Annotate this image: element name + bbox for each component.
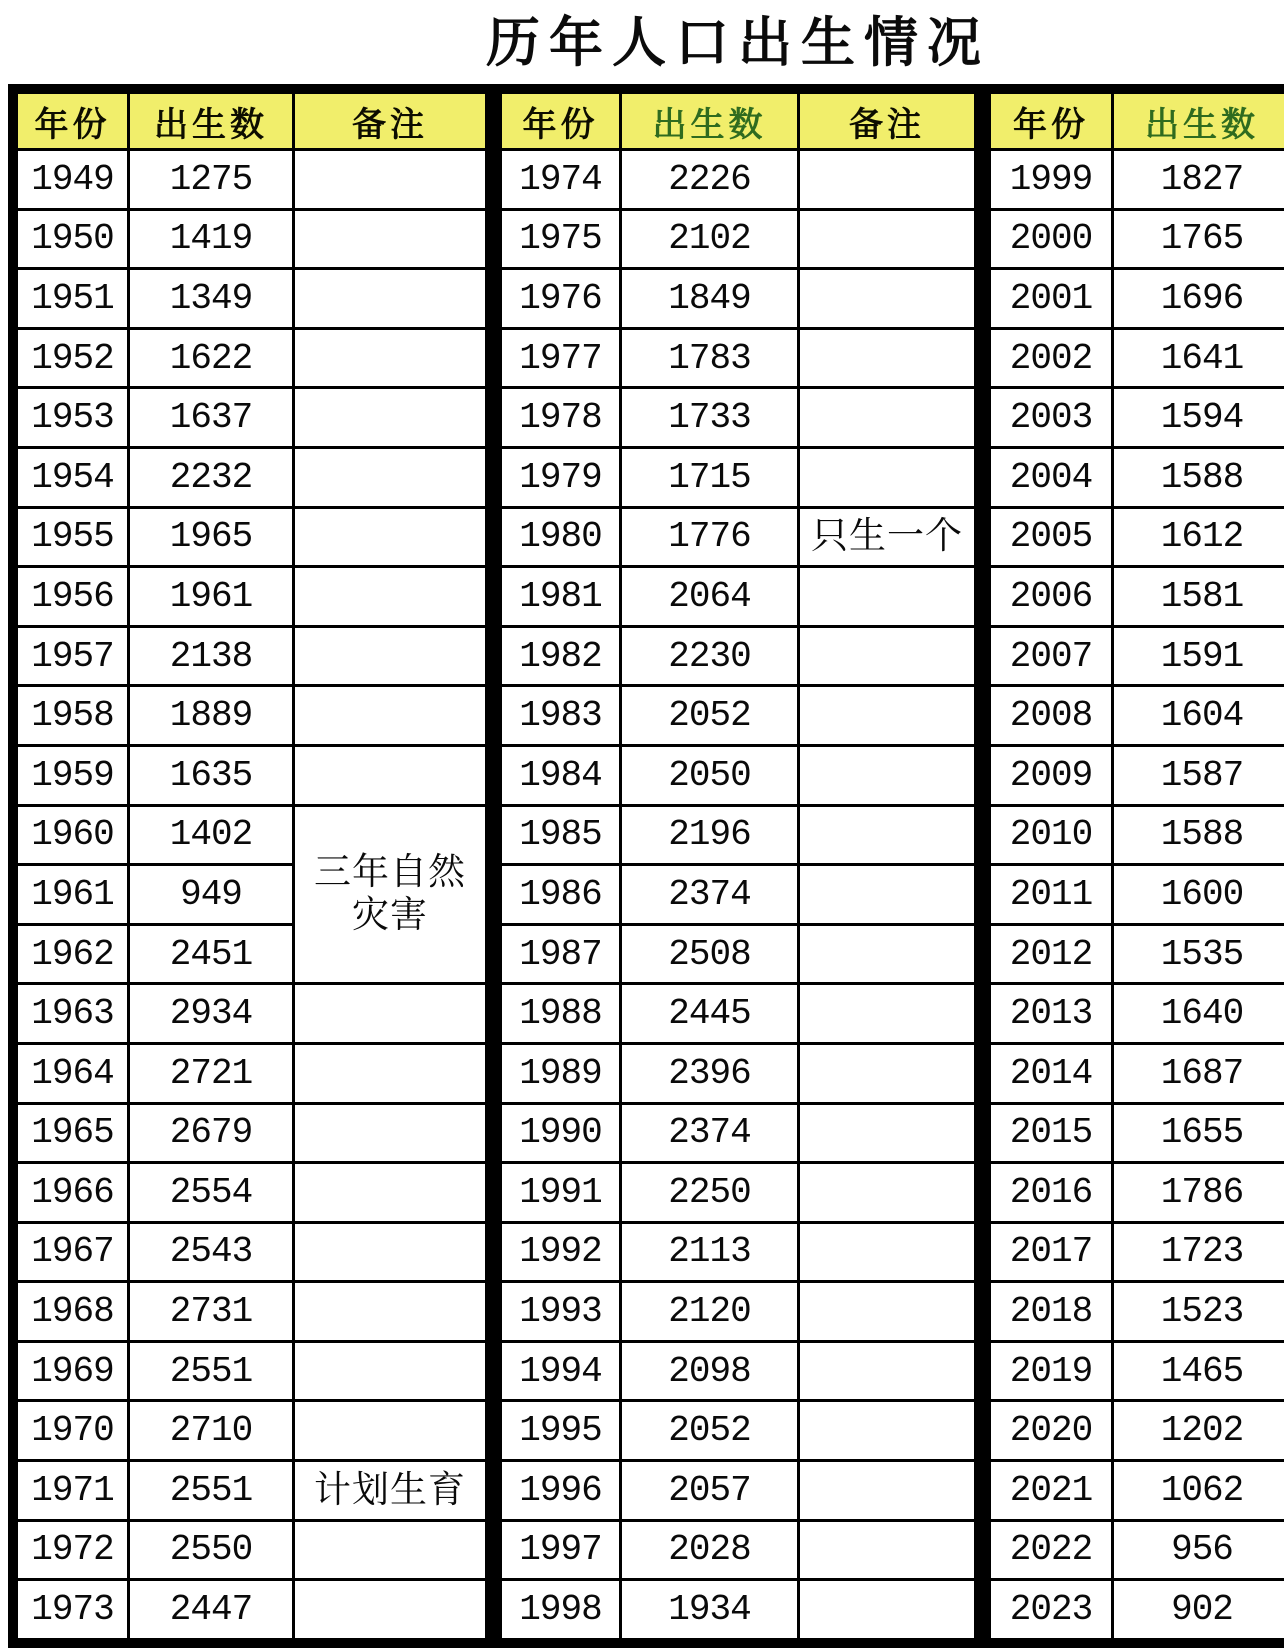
births-cell: 1523 xyxy=(1113,1282,1284,1342)
births-cell: 1275 xyxy=(129,150,294,210)
births-cell: 2102 xyxy=(621,209,799,269)
table-row xyxy=(501,1282,976,1342)
note-cell-empty xyxy=(799,1401,976,1461)
note-cell-empty xyxy=(799,1520,976,1580)
table-row xyxy=(990,924,1284,984)
table-row xyxy=(990,1401,1284,1461)
note-cell-empty xyxy=(294,209,487,269)
note-cell-empty xyxy=(799,1222,976,1282)
note-cell-empty xyxy=(799,1103,976,1163)
table-row xyxy=(17,1043,487,1103)
year-cell: 1999 xyxy=(990,150,1113,210)
table-row xyxy=(990,745,1284,805)
table-row xyxy=(990,805,1284,865)
table-row xyxy=(17,567,487,627)
year-cell: 1959 xyxy=(17,745,129,805)
births-cell: 1635 xyxy=(129,745,294,805)
births-cell: 2050 xyxy=(621,745,799,805)
births-cell: 1591 xyxy=(1113,626,1284,686)
table-row xyxy=(990,567,1284,627)
year-cell: 1958 xyxy=(17,686,129,746)
births-cell: 949 xyxy=(129,865,294,925)
table-row xyxy=(17,1401,487,1461)
table-row xyxy=(501,984,976,1044)
year-cell: 2002 xyxy=(990,328,1113,388)
births-cell: 2230 xyxy=(621,626,799,686)
table-row xyxy=(501,328,976,388)
births-cell: 1827 xyxy=(1113,150,1284,210)
table-row xyxy=(990,1222,1284,1282)
year-cell: 1993 xyxy=(501,1282,621,1342)
births-cell: 1786 xyxy=(1113,1163,1284,1223)
table-row xyxy=(17,626,487,686)
header-note: 备注 xyxy=(294,93,487,150)
table-row xyxy=(501,209,976,269)
header-births: 出生数 xyxy=(621,93,799,150)
births-cell: 902 xyxy=(1113,1580,1284,1640)
births-cell: 1934 xyxy=(621,1580,799,1640)
births-cell: 2551 xyxy=(129,1461,294,1521)
table-row xyxy=(990,984,1284,1044)
note-cell-empty xyxy=(799,1580,976,1640)
note-cell-empty xyxy=(799,745,976,805)
births-cell: 2934 xyxy=(129,984,294,1044)
table-group-1949-1973 xyxy=(15,91,488,1641)
table-row xyxy=(17,269,487,329)
table-row xyxy=(501,1461,976,1521)
births-cell: 2679 xyxy=(129,1103,294,1163)
note-cell-empty xyxy=(799,686,976,746)
births-cell: 1641 xyxy=(1113,328,1284,388)
table-row xyxy=(17,1461,487,1521)
year-cell: 1982 xyxy=(501,626,621,686)
births-cell: 1622 xyxy=(129,328,294,388)
births-cell: 1581 xyxy=(1113,567,1284,627)
note-cell-empty xyxy=(294,1341,487,1401)
year-cell: 1991 xyxy=(501,1163,621,1223)
year-cell: 2015 xyxy=(990,1103,1113,1163)
table-row xyxy=(501,447,976,507)
year-cell: 1994 xyxy=(501,1341,621,1401)
year-cell: 1962 xyxy=(17,924,129,984)
births-cell: 1588 xyxy=(1113,805,1284,865)
table-row xyxy=(990,1043,1284,1103)
births-cell: 1588 xyxy=(1113,447,1284,507)
births-cell: 1594 xyxy=(1113,388,1284,448)
year-cell: 1963 xyxy=(17,984,129,1044)
year-cell: 1981 xyxy=(501,567,621,627)
births-cell: 2451 xyxy=(129,924,294,984)
births-cell: 2064 xyxy=(621,567,799,627)
table-row xyxy=(17,1580,487,1640)
births-cell: 956 xyxy=(1113,1520,1284,1580)
year-cell: 2004 xyxy=(990,447,1113,507)
note-cell-empty xyxy=(799,865,976,925)
year-cell: 1974 xyxy=(501,150,621,210)
births-cell: 2374 xyxy=(621,865,799,925)
note-cell-empty xyxy=(294,447,487,507)
table-row xyxy=(990,328,1284,388)
births-cell: 1587 xyxy=(1113,745,1284,805)
year-cell: 1956 xyxy=(17,567,129,627)
year-cell: 1973 xyxy=(17,1580,129,1640)
births-cell: 1202 xyxy=(1113,1401,1284,1461)
births-cell: 2232 xyxy=(129,447,294,507)
table-row xyxy=(17,150,487,210)
year-cell: 1996 xyxy=(501,1461,621,1521)
note-cell-empty xyxy=(799,1282,976,1342)
births-cell: 1849 xyxy=(621,269,799,329)
table-row xyxy=(990,865,1284,925)
year-cell: 2018 xyxy=(990,1282,1113,1342)
table-row xyxy=(990,1461,1284,1521)
births-cell: 1965 xyxy=(129,507,294,567)
births-cell: 1465 xyxy=(1113,1341,1284,1401)
table-row xyxy=(501,924,976,984)
table-row xyxy=(17,1103,487,1163)
year-cell: 2020 xyxy=(990,1401,1113,1461)
births-cell: 1889 xyxy=(129,686,294,746)
year-cell: 1978 xyxy=(501,388,621,448)
table-row xyxy=(501,1520,976,1580)
note-cell-empty xyxy=(294,328,487,388)
year-cell: 1995 xyxy=(501,1401,621,1461)
births-cell: 1419 xyxy=(129,209,294,269)
table-row xyxy=(501,1341,976,1401)
year-cell: 1977 xyxy=(501,328,621,388)
table-row xyxy=(17,209,487,269)
note-cell-empty xyxy=(294,1580,487,1640)
note-cell-empty xyxy=(799,1043,976,1103)
year-cell: 1957 xyxy=(17,626,129,686)
year-cell: 2011 xyxy=(990,865,1113,925)
year-cell: 2005 xyxy=(990,507,1113,567)
births-cell: 1783 xyxy=(621,328,799,388)
year-cell: 1986 xyxy=(501,865,621,925)
year-cell: 2016 xyxy=(990,1163,1113,1223)
table-row xyxy=(17,686,487,746)
year-cell: 1951 xyxy=(17,269,129,329)
table-row xyxy=(501,1401,976,1461)
year-cell: 2019 xyxy=(990,1341,1113,1401)
births-cell: 1655 xyxy=(1113,1103,1284,1163)
year-cell: 2008 xyxy=(990,686,1113,746)
year-cell: 1987 xyxy=(501,924,621,984)
births-cell: 2550 xyxy=(129,1520,294,1580)
births-cell: 2113 xyxy=(621,1222,799,1282)
year-cell: 1953 xyxy=(17,388,129,448)
note-cell-empty xyxy=(799,269,976,329)
births-cell: 1402 xyxy=(129,805,294,865)
table-row xyxy=(501,1163,976,1223)
year-cell: 1968 xyxy=(17,1282,129,1342)
year-cell: 2021 xyxy=(990,1461,1113,1521)
table-row xyxy=(501,1222,976,1282)
note-cell-empty xyxy=(294,567,487,627)
note-cell-empty xyxy=(294,1401,487,1461)
table-row xyxy=(990,1282,1284,1342)
table-row xyxy=(17,328,487,388)
births-cell: 2098 xyxy=(621,1341,799,1401)
note-cell-empty xyxy=(799,447,976,507)
note-cell: 三年自然灾害 xyxy=(294,805,487,984)
year-cell: 1990 xyxy=(501,1103,621,1163)
table-group-1974-1998 xyxy=(499,91,977,1641)
year-cell: 1979 xyxy=(501,447,621,507)
table-row xyxy=(501,1043,976,1103)
table-row xyxy=(501,1103,976,1163)
table-row xyxy=(501,269,976,329)
table-row xyxy=(17,1163,487,1223)
births-cell: 1062 xyxy=(1113,1461,1284,1521)
births-cell: 2396 xyxy=(621,1043,799,1103)
note-cell-empty xyxy=(294,388,487,448)
header-row xyxy=(17,93,487,150)
births-cell: 1600 xyxy=(1113,865,1284,925)
year-cell: 1988 xyxy=(501,984,621,1044)
table-row xyxy=(990,686,1284,746)
year-cell: 1985 xyxy=(501,805,621,865)
table-row xyxy=(501,1580,976,1640)
note-cell-empty xyxy=(294,507,487,567)
year-cell: 2006 xyxy=(990,567,1113,627)
table-row xyxy=(990,1103,1284,1163)
table-row xyxy=(17,1282,487,1342)
year-cell: 2003 xyxy=(990,388,1113,448)
year-cell: 1984 xyxy=(501,745,621,805)
births-cell: 2551 xyxy=(129,1341,294,1401)
births-cell: 2543 xyxy=(129,1222,294,1282)
header-year: 年份 xyxy=(990,93,1113,150)
year-cell: 2000 xyxy=(990,209,1113,269)
table-row xyxy=(17,984,487,1044)
year-cell: 1950 xyxy=(17,209,129,269)
table-row xyxy=(990,447,1284,507)
year-cell: 1976 xyxy=(501,269,621,329)
year-cell: 1980 xyxy=(501,507,621,567)
births-cell: 1733 xyxy=(621,388,799,448)
births-cell: 2052 xyxy=(621,1401,799,1461)
births-cell: 2052 xyxy=(621,686,799,746)
births-cell: 2226 xyxy=(621,150,799,210)
table-row xyxy=(990,1580,1284,1640)
note-cell-empty xyxy=(294,1520,487,1580)
year-cell: 2013 xyxy=(990,984,1113,1044)
table-row xyxy=(17,507,487,567)
year-cell: 1949 xyxy=(17,150,129,210)
note-cell: 只生一个 xyxy=(799,507,976,567)
note-cell-empty xyxy=(799,984,976,1044)
table-row xyxy=(17,1341,487,1401)
table-body xyxy=(17,150,487,1640)
table-row xyxy=(990,388,1284,448)
note-cell-empty xyxy=(294,269,487,329)
note-cell-empty xyxy=(294,1222,487,1282)
births-cell: 2508 xyxy=(621,924,799,984)
note-cell-empty xyxy=(799,567,976,627)
year-cell: 1952 xyxy=(17,328,129,388)
note-cell-empty xyxy=(799,388,976,448)
table-row xyxy=(501,686,976,746)
year-cell: 1971 xyxy=(17,1461,129,1521)
births-cell: 1640 xyxy=(1113,984,1284,1044)
note-cell: 计划生育 xyxy=(294,1461,487,1521)
table-row xyxy=(990,507,1284,567)
note-cell-empty xyxy=(799,1341,976,1401)
note-cell-empty xyxy=(294,1103,487,1163)
births-cell: 2710 xyxy=(129,1401,294,1461)
births-cell: 2196 xyxy=(621,805,799,865)
table-row xyxy=(990,269,1284,329)
table-row xyxy=(990,1520,1284,1580)
table-body xyxy=(501,150,976,1640)
births-cell: 2138 xyxy=(129,626,294,686)
note-cell-empty xyxy=(294,984,487,1044)
note-cell-empty xyxy=(799,1461,976,1521)
births-cell: 1612 xyxy=(1113,507,1284,567)
births-cell: 2374 xyxy=(621,1103,799,1163)
year-cell: 1992 xyxy=(501,1222,621,1282)
year-cell: 1967 xyxy=(17,1222,129,1282)
table-row xyxy=(17,805,487,865)
year-cell: 1983 xyxy=(501,686,621,746)
births-cell: 1349 xyxy=(129,269,294,329)
table-row xyxy=(17,388,487,448)
table-row xyxy=(501,865,976,925)
table-row xyxy=(501,507,976,567)
table-row xyxy=(990,150,1284,210)
births-cell: 2057 xyxy=(621,1461,799,1521)
births-cell: 2028 xyxy=(621,1520,799,1580)
year-cell: 1975 xyxy=(501,209,621,269)
births-cell: 1637 xyxy=(129,388,294,448)
year-cell: 1955 xyxy=(17,507,129,567)
births-cell: 2120 xyxy=(621,1282,799,1342)
note-cell-empty xyxy=(799,150,976,210)
header-year: 年份 xyxy=(501,93,621,150)
year-cell: 1954 xyxy=(17,447,129,507)
year-cell: 1998 xyxy=(501,1580,621,1640)
note-cell-empty xyxy=(294,745,487,805)
births-cell: 1696 xyxy=(1113,269,1284,329)
year-cell: 2007 xyxy=(990,626,1113,686)
table-row xyxy=(501,388,976,448)
table-row xyxy=(501,745,976,805)
births-cell: 1687 xyxy=(1113,1043,1284,1103)
year-cell: 2023 xyxy=(990,1580,1113,1640)
header-row xyxy=(501,93,976,150)
year-cell: 1961 xyxy=(17,865,129,925)
header-row xyxy=(990,93,1284,150)
births-cell: 1604 xyxy=(1113,686,1284,746)
year-cell: 1989 xyxy=(501,1043,621,1103)
table-row xyxy=(990,626,1284,686)
note-cell-empty xyxy=(294,1282,487,1342)
header-births: 出生数 xyxy=(129,93,294,150)
table-body xyxy=(990,150,1284,1640)
year-cell: 1970 xyxy=(17,1401,129,1461)
note-cell-empty xyxy=(294,626,487,686)
year-cell: 1964 xyxy=(17,1043,129,1103)
note-cell-empty xyxy=(799,805,976,865)
table-row xyxy=(17,1520,487,1580)
table-group-1999-2023 xyxy=(988,91,1284,1641)
year-cell: 2001 xyxy=(990,269,1113,329)
year-cell: 2014 xyxy=(990,1043,1113,1103)
births-cell: 1961 xyxy=(129,567,294,627)
birth-statistics-table xyxy=(8,84,1284,1648)
table-row xyxy=(501,805,976,865)
note-cell-empty xyxy=(799,626,976,686)
note-cell-empty xyxy=(799,1163,976,1223)
births-cell: 2721 xyxy=(129,1043,294,1103)
year-cell: 1965 xyxy=(17,1103,129,1163)
note-cell-empty xyxy=(294,150,487,210)
page-title: 历年人口出生情况 xyxy=(486,0,990,77)
births-cell: 1776 xyxy=(621,507,799,567)
note-cell-empty xyxy=(294,1043,487,1103)
year-cell: 1997 xyxy=(501,1520,621,1580)
births-cell: 2554 xyxy=(129,1163,294,1223)
year-cell: 2010 xyxy=(990,805,1113,865)
births-cell: 1535 xyxy=(1113,924,1284,984)
births-cell: 2731 xyxy=(129,1282,294,1342)
header-note: 备注 xyxy=(799,93,976,150)
year-cell: 1960 xyxy=(17,805,129,865)
year-cell: 2017 xyxy=(990,1222,1113,1282)
note-cell-empty xyxy=(294,686,487,746)
births-cell: 1715 xyxy=(621,447,799,507)
year-cell: 2022 xyxy=(990,1520,1113,1580)
births-cell: 2250 xyxy=(621,1163,799,1223)
births-cell: 1765 xyxy=(1113,209,1284,269)
year-cell: 2009 xyxy=(990,745,1113,805)
table-row xyxy=(990,1163,1284,1223)
year-cell: 1966 xyxy=(17,1163,129,1223)
header-year: 年份 xyxy=(17,93,129,150)
table-row xyxy=(501,150,976,210)
table-row xyxy=(501,567,976,627)
births-cell: 2447 xyxy=(129,1580,294,1640)
note-cell-empty xyxy=(294,1163,487,1223)
year-cell: 1972 xyxy=(17,1520,129,1580)
year-cell: 1969 xyxy=(17,1341,129,1401)
births-cell: 1723 xyxy=(1113,1222,1284,1282)
note-cell-empty xyxy=(799,209,976,269)
table-row xyxy=(501,626,976,686)
note-cell-empty xyxy=(799,328,976,388)
table-row xyxy=(17,447,487,507)
births-cell: 2445 xyxy=(621,984,799,1044)
year-cell: 2012 xyxy=(990,924,1113,984)
header-births: 出生数 xyxy=(1113,93,1284,150)
table-row xyxy=(990,1341,1284,1401)
table-row xyxy=(17,1222,487,1282)
table-row xyxy=(990,209,1284,269)
note-cell-empty xyxy=(799,924,976,984)
table-row xyxy=(17,745,487,805)
